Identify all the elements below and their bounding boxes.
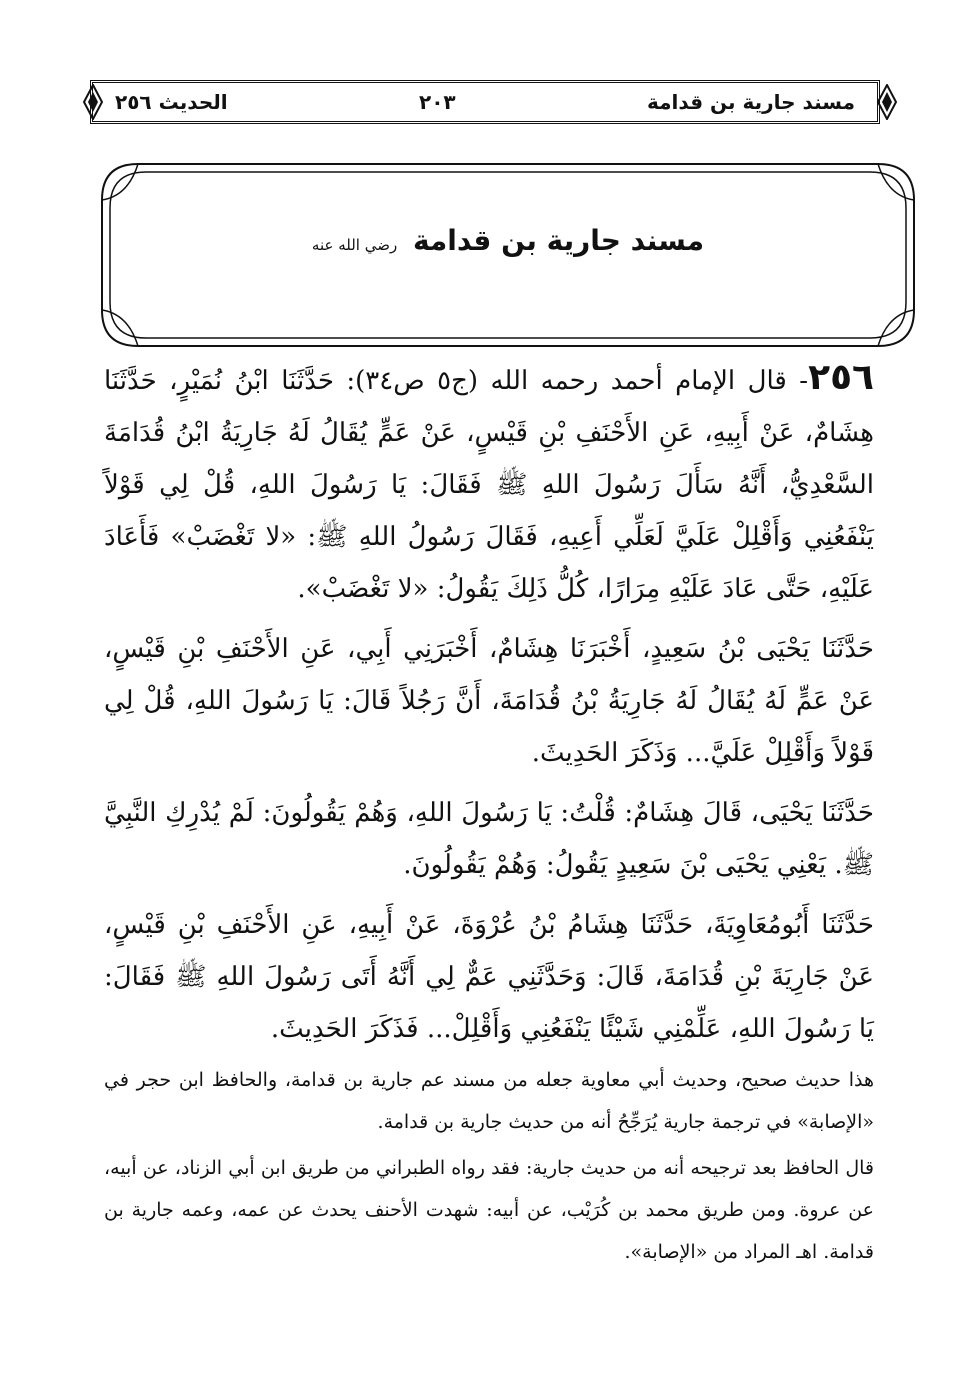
title-frame (98, 160, 918, 350)
running-header (90, 80, 880, 124)
chapter-title-honorific: رضي الله عنه (311, 236, 398, 254)
chapter-title (98, 224, 918, 257)
hadith-number: ٢٥٦ (808, 357, 875, 398)
commentary-notes (104, 1059, 874, 1273)
hadith-paragraph-4: حَدَّثَنَا أَبُومُعَاوِيَةَ، حَدَّثَنَا هِشَامُ بْنُ عُرْوَةَ، عَنْ أَبِيهِ، عَنِ الأَحْنَفِ بْنِ قَيْسٍ، عَنْ جَارِيَةَ بْنِ قُدَامَةَ، قَالَ: وَحَدَّثَنِي عَمٌّ لِي أَنَّهُ أَتَى رَسُولَ اللهِ ﷺ فَقَالَ: يَا رَسُولَ اللهِ، عَلِّمْنِي شَيْئًا يَنْفَعُنِي وَأَقْلِلْ... فَذَكَرَ الحَدِيثَ. (104, 910, 874, 1044)
hadith-paragraph-1-text: - قال الإمام أحمد رحمه الله (ج٥ ص٣٤): حَدَّثَنَا ابْنُ نُمَيْرٍ، حَدَّثَنَا هِشَامٌ، عَنْ أَبِيهِ، عَنِ الأَحْنَفِ بْنِ قَيْسٍ، عَنْ عَمٍّ يُقَالُ لَهُ جَارِيَةُ ابْنُ قُدَامَةَ السَّعْدِيُّ، أَنَّهُ سَأَلَ رَسُولَ اللهِ ﷺ فَقَالَ: يَا رَسُولَ اللهِ، قُلْ لِي قَوْلاً يَنْفَعُنِي وَأَقْلِلْ عَلَيَّ لَعَلِّي أَعِيهِ، فَقَالَ رَسُولُ اللهِ ﷺ: «لا تَغْضَبْ» فَأَعَادَ عَلَيْهِ، حَتَّى عَادَ عَلَيْهِ مِرَارًا، كُلُّ ذَلِكَ يَقُولُ: «لا تَغْضَبْ». (104, 366, 874, 604)
hadith-paragraph-3: حَدَّثَنَا يَحْيَى، قَالَ هِشَامٌ: قُلْتُ: يَا رَسُولَ اللهِ، وَهُمْ يَقُولُونَ: لَمْ يُدْرِكِ النَّبِيَّ ﷺ. يَعْنِي يَحْيَى بْنَ سَعِيدٍ يَقُولُ: وَهُمْ يَقُولُونَ. (104, 798, 874, 880)
header-page-number: ٢٠٣ (419, 90, 456, 114)
commentary-note-2: قال الحافظ بعد ترجيحه أنه من حديث جارية: فقد رواه الطبراني من طريق ابن أبي الزناد، عن أبيه، عن عروة. ومن طريق محمد بن كُرَيْب، عن أبيه: شهدت الأحنف يحدث عن عمه، وعمه جارية بن قدامة. اهـ المراد من «الإصابة». (104, 1157, 874, 1263)
header-hadith-label: الحديث ٢٥٦ (115, 90, 228, 114)
header-section-title: مسند جارية بن قدامة (647, 90, 855, 114)
hadith-body (104, 352, 874, 1273)
commentary-note-1: هذا حديث صحيح، وحديث أبي معاوية جعله من مسند عم جارية بن قدامة، والحافظ ابن حجر في «الإصابة» في ترجمة جارية يُرَجِّحُ أنه من حديث جارية بن قدامة. (104, 1069, 874, 1133)
hadith-paragraph-1 (104, 352, 874, 615)
chapter-title-text: مسند جارية بن قدامة (412, 224, 705, 257)
hadith-paragraph-2: حَدَّثَنَا يَحْيَى بْنُ سَعِيدٍ، أَخْبَرَنَا هِشَامٌ، أَخْبَرَنِي أَبِي، عَنِ الأَحْنَفِ بْنِ قَيْسٍ، عَنْ عَمٍّ لَهُ يُقَالُ لَهُ جَارِيَةُ بْنُ قُدَامَةَ، أَنَّ رَجُلاً قَالَ: يَا رَسُولَ اللهِ، قُلْ لِي قَوْلاً وَأَقْلِلْ عَلَيَّ... وَذَكَرَ الحَدِيثَ. (104, 634, 874, 768)
